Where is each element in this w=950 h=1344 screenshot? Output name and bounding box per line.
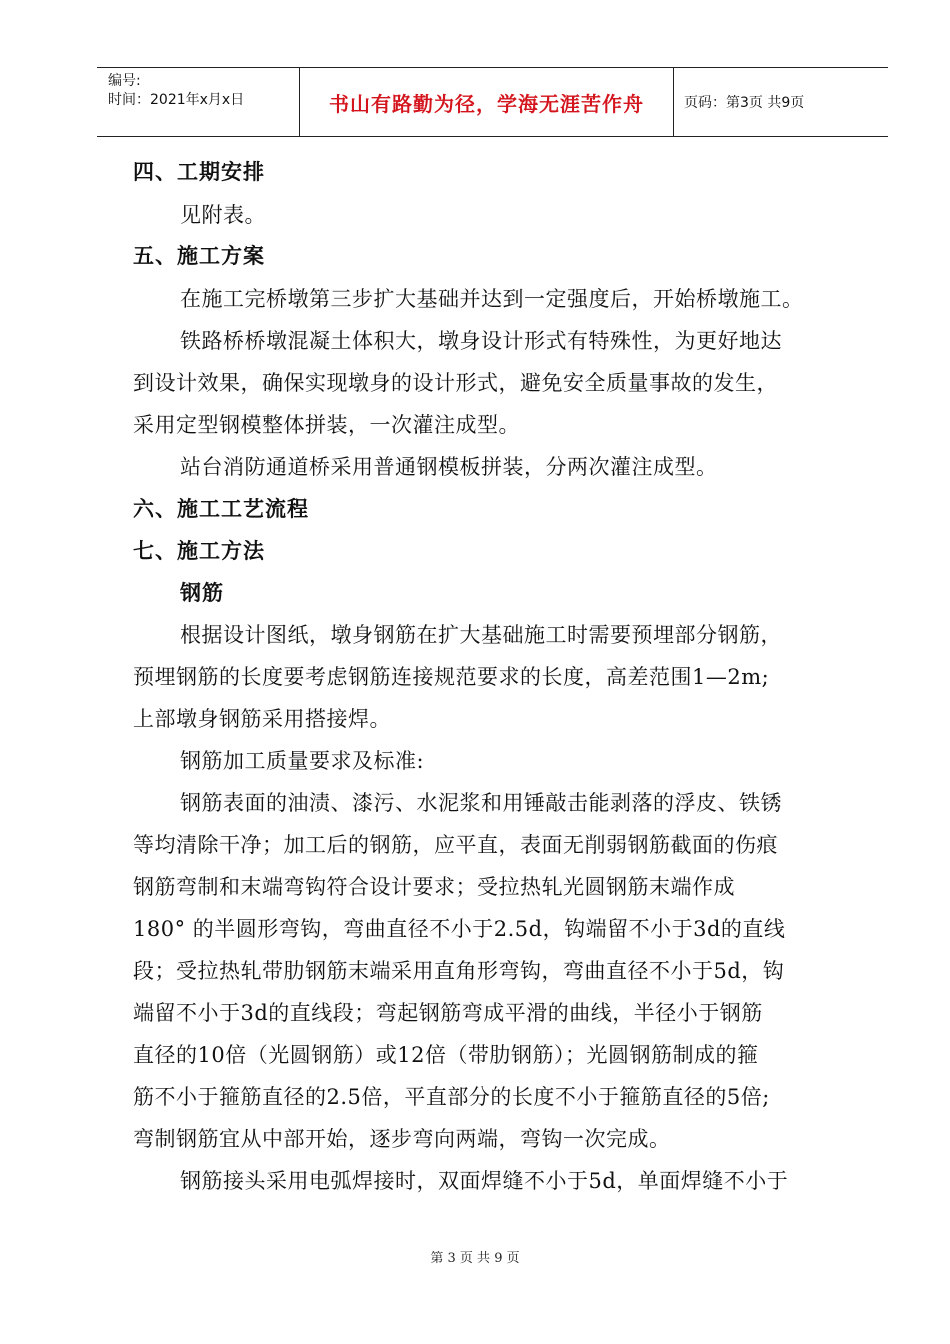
paragraph-rebar-4-line-1: 钢筋接头采用电弧焊接时，双面焊缝不小于5d，单面焊缝不小于 xyxy=(180,1169,789,1193)
paragraph-rebar-3-line-5: 段；受拉热轧带肋钢筋末端采用直角形弯钩，弯曲直径不小于5d，钩 xyxy=(133,959,785,983)
paragraph-rebar-3-line-7: 直径的10倍（光圆钢筋）或12倍（带肋钢筋）；光圆钢筋制成的箍 xyxy=(133,1043,759,1067)
page-footer: 第 3 页 共 9 页 xyxy=(430,1251,520,1266)
page-header xyxy=(97,67,888,137)
paragraph-rebar-3-line-8: 筋不小于箍筋直径的2.5倍，平直部分的长度不小于箍筋直径的5倍; xyxy=(133,1085,770,1109)
header-divider-right xyxy=(673,68,674,136)
paragraph-plan-3: 站台消防通道桥采用普通钢模板拼装，分两次灌注成型。 xyxy=(180,455,718,479)
paragraph-rebar-3-line-6: 端留不小于3d的直线段；弯起钢筋弯成平滑的曲线，半径小于钢筋 xyxy=(133,1001,763,1025)
paragraph-rebar-1-line-3: 上部墩身钢筋采用搭接焊。 xyxy=(133,707,391,731)
paragraph-plan-2-line-3: 采用定型钢模整体拼装，一次灌注成型。 xyxy=(133,413,520,437)
header-motto: 书山有路勤为径，学海无涯苦作舟 xyxy=(329,91,644,116)
paragraph-rebar-2: 钢筋加工质量要求及标准: xyxy=(180,749,425,773)
time-label: 时间：2021年x月x日 xyxy=(108,92,245,108)
header-meta xyxy=(108,72,244,110)
paragraph-plan-1: 在施工完桥墩第三步扩大基础并达到一定强度后，开始桥墩施工。 xyxy=(180,287,804,311)
paragraph-rebar-3-line-4: 180° 的半圆形弯钩，弯曲直径不小于2.5d，钩端留不小于3d的直线 xyxy=(133,917,786,941)
number-label: 编号: xyxy=(108,73,141,89)
paragraph-rebar-3-line-3: 钢筋弯制和末端弯钩符合设计要求；受拉热轧光圆钢筋末端作成 xyxy=(133,875,735,899)
paragraph-rebar-1-line-1: 根据设计图纸，墩身钢筋在扩大基础施工时需要预埋部分钢筋， xyxy=(180,623,782,647)
paragraph-rebar-3-line-2: 等均清除干净；加工后的钢筋，应平直，表面无削弱钢筋截面的伤痕 xyxy=(133,833,778,857)
heading-construction-plan: 五、施工方案 xyxy=(133,244,265,268)
paragraph-plan-2-line-2: 到设计效果，确保实现墩身的设计形式，避免安全质量事故的发生， xyxy=(133,371,778,395)
heading-construction-method: 七、施工方法 xyxy=(133,539,265,563)
paragraph-plan-2-line-1: 铁路桥桥墩混凝土体积大，墩身设计形式有特殊性，为更好地达 xyxy=(180,329,782,353)
heading-process-flow: 六、施工工艺流程 xyxy=(133,497,309,521)
paragraph-rebar-3-line-1: 钢筋表面的油渍、漆污、水泥浆和用锤敲击能剥落的浮皮、铁锈 xyxy=(180,791,782,815)
heading-schedule: 四、工期安排 xyxy=(133,160,265,184)
subheading-rebar: 钢筋 xyxy=(180,581,224,605)
header-page-info: 页码：第3页 共9页 xyxy=(684,95,805,111)
paragraph-rebar-1-line-2: 预埋钢筋的长度要考虑钢筋连接规范要求的长度，高差范围1—2m; xyxy=(133,665,770,689)
paragraph-schedule: 见附表。 xyxy=(180,203,266,227)
paragraph-rebar-3-line-9: 弯制钢筋宜从中部开始，逐步弯向两端，弯钩一次完成。 xyxy=(133,1127,671,1151)
